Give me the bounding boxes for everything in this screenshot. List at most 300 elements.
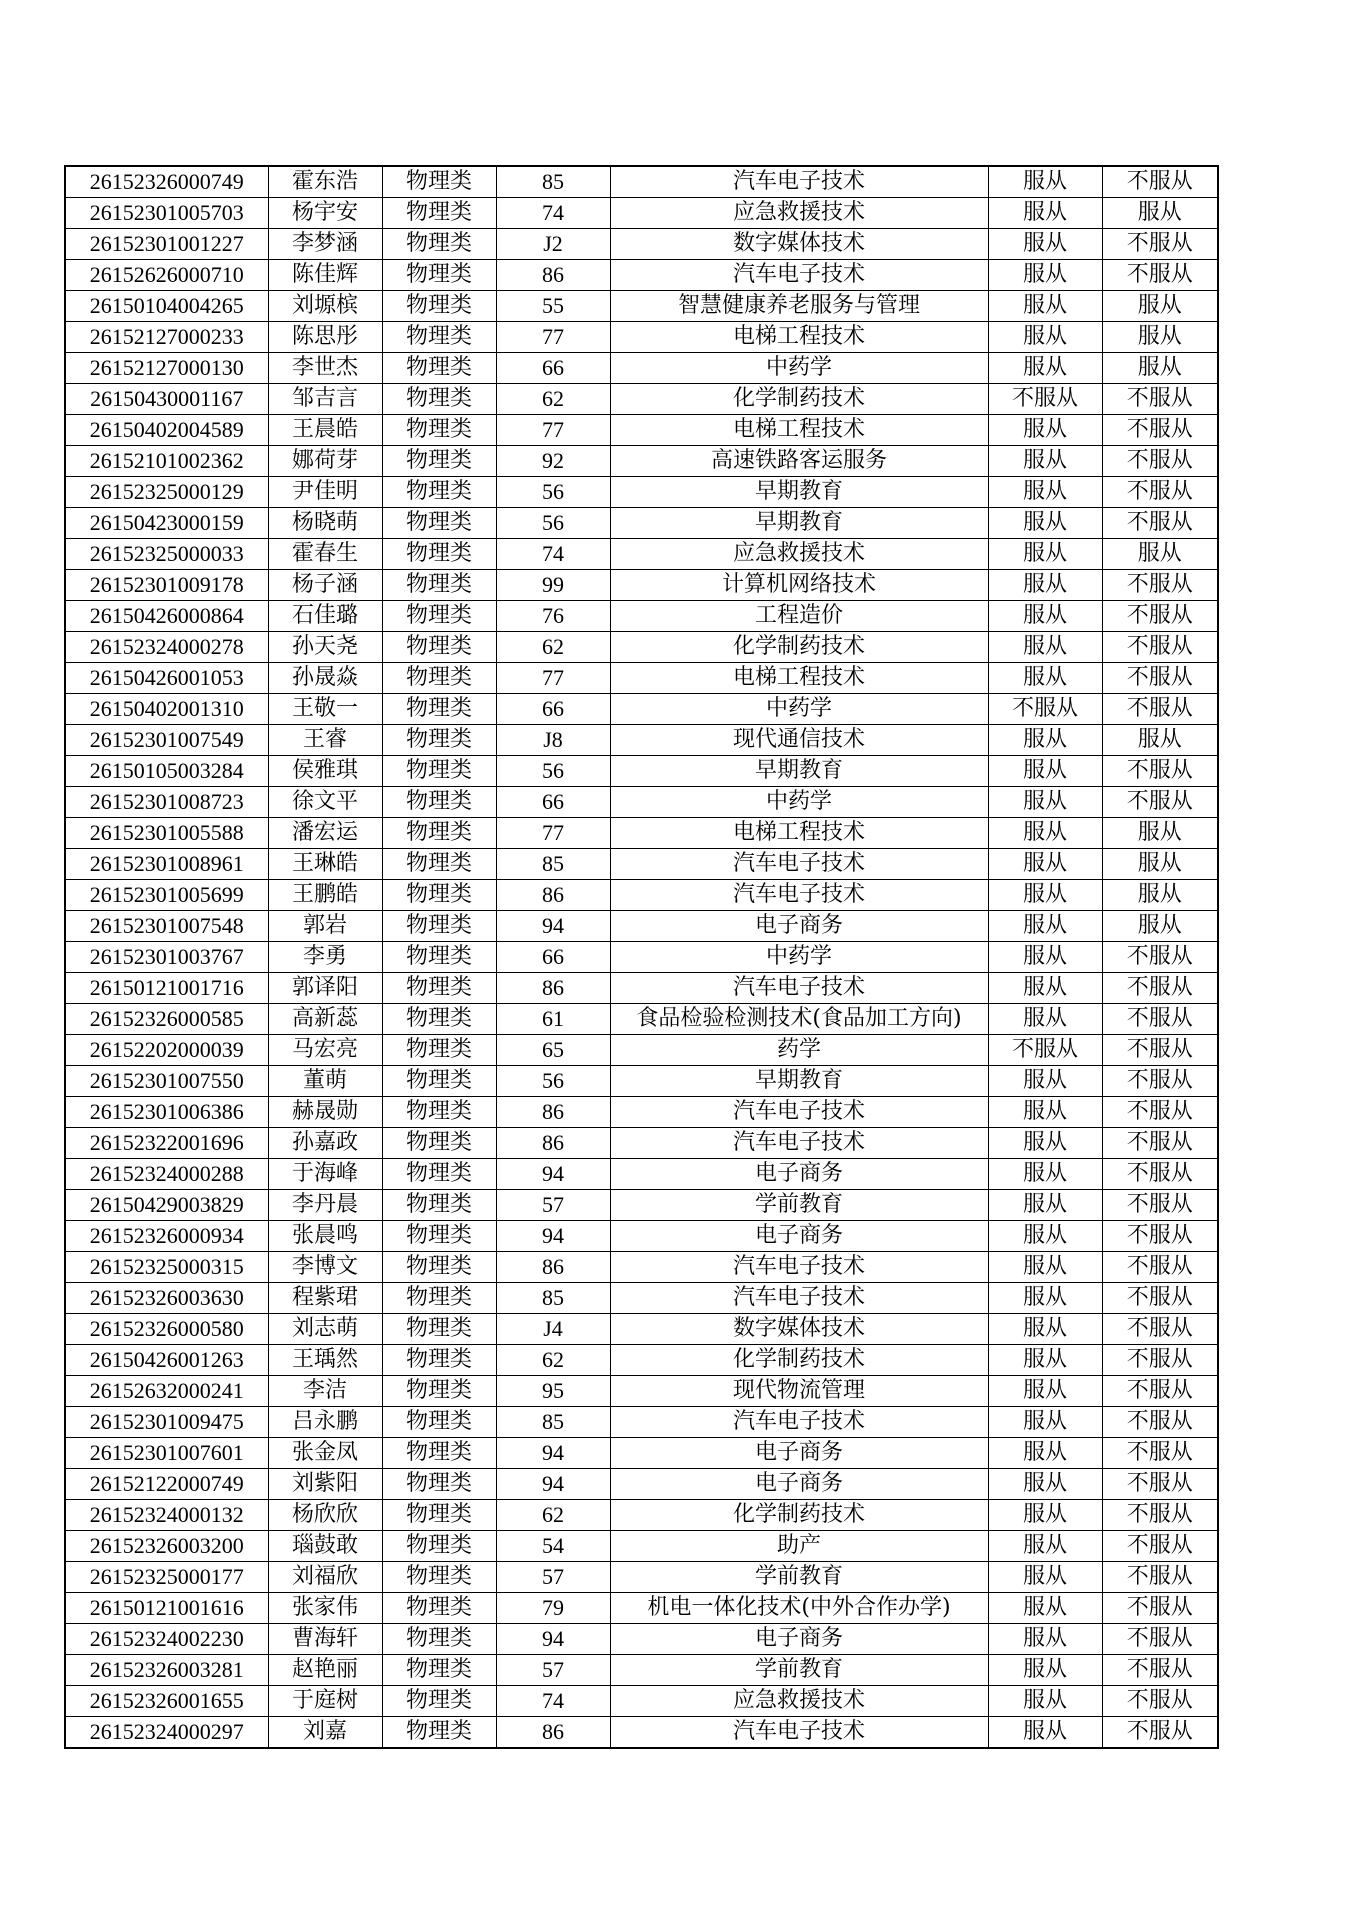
subject-category-cell: 物理类: [382, 1562, 496, 1593]
accept-transfer-cell: 服从: [1102, 725, 1218, 756]
score-cell: 57: [496, 1190, 610, 1221]
score-cell: 85: [496, 1283, 610, 1314]
accept-adjustment-cell: 服从: [988, 446, 1102, 477]
subject-category-cell: 物理类: [382, 260, 496, 291]
table-row: [65, 1252, 1218, 1283]
student-name-cell: 李洁: [268, 1376, 382, 1407]
major-cell: 汽车电子技术: [610, 1128, 988, 1159]
major-cell: 应急救援技术: [610, 539, 988, 570]
accept-adjustment-cell: 服从: [988, 539, 1102, 570]
subject-category-cell: 物理类: [382, 1004, 496, 1035]
score-cell: 94: [496, 1159, 610, 1190]
score-cell: 74: [496, 1686, 610, 1717]
accept-transfer-cell: 服从: [1102, 880, 1218, 911]
student-name-cell: 张金凤: [268, 1438, 382, 1469]
student-name-cell: 孙嘉政: [268, 1128, 382, 1159]
student-name-cell: 李世杰: [268, 353, 382, 384]
table-row: [65, 725, 1218, 756]
student-name-cell: 陈思彤: [268, 322, 382, 353]
major-cell: 电子商务: [610, 911, 988, 942]
accept-transfer-cell: 不服从: [1102, 229, 1218, 260]
major-cell: 数字媒体技术: [610, 1314, 988, 1345]
accept-transfer-cell: 不服从: [1102, 632, 1218, 663]
score-cell: 92: [496, 446, 610, 477]
major-cell: 汽车电子技术: [610, 1407, 988, 1438]
subject-category-cell: 物理类: [382, 1593, 496, 1624]
accept-transfer-cell: 服从: [1102, 291, 1218, 322]
major-cell: 早期教育: [610, 1066, 988, 1097]
table-body: [65, 166, 1218, 1748]
accept-adjustment-cell: 服从: [988, 415, 1102, 446]
score-cell: 77: [496, 818, 610, 849]
accept-adjustment-cell: 服从: [988, 632, 1102, 663]
subject-category-cell: 物理类: [382, 601, 496, 632]
score-cell: 65: [496, 1035, 610, 1066]
score-cell: 57: [496, 1562, 610, 1593]
score-cell: 62: [496, 1500, 610, 1531]
accept-adjustment-cell: 服从: [988, 1531, 1102, 1562]
accept-adjustment-cell: 服从: [988, 322, 1102, 353]
score-cell: 86: [496, 973, 610, 1004]
score-cell: 74: [496, 539, 610, 570]
major-cell: 汽车电子技术: [610, 1283, 988, 1314]
major-cell: 中药学: [610, 353, 988, 384]
accept-adjustment-cell: 服从: [988, 601, 1102, 632]
student-id-cell: 26150429003829: [65, 1190, 268, 1221]
accept-transfer-cell: 不服从: [1102, 1004, 1218, 1035]
student-id-cell: 26152325000033: [65, 539, 268, 570]
major-cell: 电子商务: [610, 1438, 988, 1469]
table-row: [65, 1314, 1218, 1345]
table-row: [65, 198, 1218, 229]
score-cell: 86: [496, 1717, 610, 1749]
accept-transfer-cell: 不服从: [1102, 694, 1218, 725]
accept-transfer-cell: 不服从: [1102, 1593, 1218, 1624]
table-row: [65, 1035, 1218, 1066]
score-cell: 56: [496, 477, 610, 508]
accept-transfer-cell: 不服从: [1102, 446, 1218, 477]
student-id-cell: 26152322001696: [65, 1128, 268, 1159]
student-name-cell: 张家伟: [268, 1593, 382, 1624]
accept-transfer-cell: 服从: [1102, 322, 1218, 353]
table-row: [65, 1283, 1218, 1314]
table-row: [65, 1593, 1218, 1624]
subject-category-cell: 物理类: [382, 663, 496, 694]
subject-category-cell: 物理类: [382, 322, 496, 353]
student-id-cell: 26152301006386: [65, 1097, 268, 1128]
score-cell: 86: [496, 260, 610, 291]
accept-adjustment-cell: 服从: [988, 166, 1102, 198]
student-name-cell: 赫晟勋: [268, 1097, 382, 1128]
accept-adjustment-cell: 服从: [988, 1593, 1102, 1624]
subject-category-cell: 物理类: [382, 1128, 496, 1159]
table-row: [65, 1469, 1218, 1500]
accept-transfer-cell: 不服从: [1102, 1066, 1218, 1097]
accept-adjustment-cell: 不服从: [988, 1035, 1102, 1066]
student-name-cell: 孙天尧: [268, 632, 382, 663]
score-cell: 55: [496, 291, 610, 322]
student-name-cell: 程紫珺: [268, 1283, 382, 1314]
subject-category-cell: 物理类: [382, 1469, 496, 1500]
subject-category-cell: 物理类: [382, 291, 496, 322]
student-name-cell: 娜荷芽: [268, 446, 382, 477]
subject-category-cell: 物理类: [382, 229, 496, 260]
accept-transfer-cell: 服从: [1102, 849, 1218, 880]
student-id-cell: 26152626000710: [65, 260, 268, 291]
score-cell: 85: [496, 166, 610, 198]
accept-adjustment-cell: 服从: [988, 1562, 1102, 1593]
student-id-cell: 26152326000580: [65, 1314, 268, 1345]
accept-adjustment-cell: 服从: [988, 880, 1102, 911]
subject-category-cell: 物理类: [382, 1376, 496, 1407]
subject-category-cell: 物理类: [382, 1252, 496, 1283]
major-cell: 应急救援技术: [610, 1686, 988, 1717]
subject-category-cell: 物理类: [382, 539, 496, 570]
student-id-cell: 26152301008723: [65, 787, 268, 818]
table-row: [65, 322, 1218, 353]
major-cell: 化学制药技术: [610, 384, 988, 415]
subject-category-cell: 物理类: [382, 1035, 496, 1066]
student-name-cell: 王琳皓: [268, 849, 382, 880]
subject-category-cell: 物理类: [382, 632, 496, 663]
accept-transfer-cell: 不服从: [1102, 1159, 1218, 1190]
major-cell: 化学制药技术: [610, 1345, 988, 1376]
major-cell: 现代物流管理: [610, 1376, 988, 1407]
accept-adjustment-cell: 服从: [988, 1376, 1102, 1407]
student-name-cell: 郭译阳: [268, 973, 382, 1004]
student-name-cell: 瑙鼓敢: [268, 1531, 382, 1562]
table-row: [65, 415, 1218, 446]
accept-transfer-cell: 不服从: [1102, 1097, 1218, 1128]
major-cell: 电子商务: [610, 1469, 988, 1500]
subject-category-cell: 物理类: [382, 166, 496, 198]
subject-category-cell: 物理类: [382, 1283, 496, 1314]
score-cell: 54: [496, 1531, 610, 1562]
major-cell: 学前教育: [610, 1190, 988, 1221]
accept-transfer-cell: 不服从: [1102, 1438, 1218, 1469]
student-id-cell: 26150104004265: [65, 291, 268, 322]
accept-adjustment-cell: 服从: [988, 1655, 1102, 1686]
table-row: [65, 1159, 1218, 1190]
major-cell: 汽车电子技术: [610, 973, 988, 1004]
accept-transfer-cell: 不服从: [1102, 1407, 1218, 1438]
accept-adjustment-cell: 服从: [988, 942, 1102, 973]
table-row: [65, 229, 1218, 260]
major-cell: 机电一体化技术(中外合作办学): [610, 1593, 988, 1624]
student-id-cell: 26152122000749: [65, 1469, 268, 1500]
subject-category-cell: 物理类: [382, 1686, 496, 1717]
student-name-cell: 霍东浩: [268, 166, 382, 198]
score-cell: 56: [496, 756, 610, 787]
score-cell: 62: [496, 1345, 610, 1376]
table-row: [65, 1438, 1218, 1469]
accept-transfer-cell: 服从: [1102, 539, 1218, 570]
accept-adjustment-cell: 服从: [988, 973, 1102, 1004]
subject-category-cell: 物理类: [382, 1190, 496, 1221]
table-row: [65, 1345, 1218, 1376]
major-cell: 汽车电子技术: [610, 1097, 988, 1128]
score-cell: 66: [496, 694, 610, 725]
student-id-cell: 26150426001053: [65, 663, 268, 694]
major-cell: 电子商务: [610, 1624, 988, 1655]
major-cell: 学前教育: [610, 1655, 988, 1686]
major-cell: 电梯工程技术: [610, 322, 988, 353]
table-row: [65, 570, 1218, 601]
score-cell: 66: [496, 942, 610, 973]
major-cell: 电梯工程技术: [610, 818, 988, 849]
student-id-cell: 26152324000132: [65, 1500, 268, 1531]
student-name-cell: 吕永鹏: [268, 1407, 382, 1438]
table-row: [65, 942, 1218, 973]
accept-transfer-cell: 不服从: [1102, 942, 1218, 973]
major-cell: 电子商务: [610, 1221, 988, 1252]
subject-category-cell: 物理类: [382, 818, 496, 849]
table-row: [65, 973, 1218, 1004]
student-name-cell: 张晨鸣: [268, 1221, 382, 1252]
accept-adjustment-cell: 服从: [988, 1624, 1102, 1655]
student-name-cell: 杨宇安: [268, 198, 382, 229]
major-cell: 汽车电子技术: [610, 260, 988, 291]
accept-transfer-cell: 不服从: [1102, 1562, 1218, 1593]
student-id-cell: 26152326000934: [65, 1221, 268, 1252]
student-name-cell: 孙晟焱: [268, 663, 382, 694]
subject-category-cell: 物理类: [382, 198, 496, 229]
subject-category-cell: 物理类: [382, 787, 496, 818]
student-id-cell: 26152301005699: [65, 880, 268, 911]
score-cell: J4: [496, 1314, 610, 1345]
accept-transfer-cell: 不服从: [1102, 1345, 1218, 1376]
major-cell: 学前教育: [610, 1562, 988, 1593]
accept-transfer-cell: 不服从: [1102, 1531, 1218, 1562]
subject-category-cell: 物理类: [382, 725, 496, 756]
major-cell: 助产: [610, 1531, 988, 1562]
student-id-cell: 26152202000039: [65, 1035, 268, 1066]
admission-table: [64, 165, 1219, 1749]
student-id-cell: 26152326003281: [65, 1655, 268, 1686]
accept-transfer-cell: 不服从: [1102, 1624, 1218, 1655]
major-cell: 智慧健康养老服务与管理: [610, 291, 988, 322]
table-row: [65, 632, 1218, 663]
major-cell: 中药学: [610, 694, 988, 725]
subject-category-cell: 物理类: [382, 911, 496, 942]
accept-adjustment-cell: 服从: [988, 1500, 1102, 1531]
student-id-cell: 26152326000749: [65, 166, 268, 198]
accept-adjustment-cell: 服从: [988, 477, 1102, 508]
accept-transfer-cell: 不服从: [1102, 973, 1218, 1004]
score-cell: 86: [496, 1252, 610, 1283]
student-name-cell: 于海峰: [268, 1159, 382, 1190]
score-cell: 86: [496, 880, 610, 911]
accept-adjustment-cell: 服从: [988, 1066, 1102, 1097]
accept-transfer-cell: 不服从: [1102, 260, 1218, 291]
table-row: [65, 508, 1218, 539]
student-id-cell: 26150121001616: [65, 1593, 268, 1624]
score-cell: 94: [496, 1469, 610, 1500]
table-row: [65, 1624, 1218, 1655]
table-row: [65, 291, 1218, 322]
student-id-cell: 26150430001167: [65, 384, 268, 415]
student-name-cell: 尹佳明: [268, 477, 382, 508]
student-id-cell: 26152324000278: [65, 632, 268, 663]
student-name-cell: 李梦涵: [268, 229, 382, 260]
accept-transfer-cell: 服从: [1102, 818, 1218, 849]
student-id-cell: 26150426000864: [65, 601, 268, 632]
student-id-cell: 26152326003200: [65, 1531, 268, 1562]
accept-transfer-cell: 不服从: [1102, 756, 1218, 787]
accept-transfer-cell: 不服从: [1102, 415, 1218, 446]
subject-category-cell: 物理类: [382, 756, 496, 787]
score-cell: 56: [496, 508, 610, 539]
accept-transfer-cell: 不服从: [1102, 1469, 1218, 1500]
accept-adjustment-cell: 服从: [988, 508, 1102, 539]
major-cell: 中药学: [610, 787, 988, 818]
table-row: [65, 384, 1218, 415]
accept-adjustment-cell: 服从: [988, 1159, 1102, 1190]
student-name-cell: 刘嘉: [268, 1717, 382, 1749]
score-cell: 77: [496, 322, 610, 353]
student-id-cell: 26150402004589: [65, 415, 268, 446]
accept-transfer-cell: 不服从: [1102, 601, 1218, 632]
subject-category-cell: 物理类: [382, 508, 496, 539]
student-name-cell: 杨欣欣: [268, 1500, 382, 1531]
score-cell: 76: [496, 601, 610, 632]
score-cell: J8: [496, 725, 610, 756]
accept-adjustment-cell: 服从: [988, 663, 1102, 694]
accept-transfer-cell: 服从: [1102, 353, 1218, 384]
accept-adjustment-cell: 服从: [988, 260, 1102, 291]
student-id-cell: 26150426001263: [65, 1345, 268, 1376]
major-cell: 汽车电子技术: [610, 1252, 988, 1283]
score-cell: 61: [496, 1004, 610, 1035]
table-row: [65, 1190, 1218, 1221]
score-cell: 85: [496, 1407, 610, 1438]
accept-adjustment-cell: 服从: [988, 1190, 1102, 1221]
subject-category-cell: 物理类: [382, 1438, 496, 1469]
major-cell: 早期教育: [610, 756, 988, 787]
major-cell: 汽车电子技术: [610, 849, 988, 880]
score-cell: 86: [496, 1097, 610, 1128]
major-cell: 工程造价: [610, 601, 988, 632]
student-name-cell: 王鹏皓: [268, 880, 382, 911]
student-id-cell: 26150423000159: [65, 508, 268, 539]
student-id-cell: 26152301007550: [65, 1066, 268, 1097]
major-cell: 中药学: [610, 942, 988, 973]
accept-adjustment-cell: 不服从: [988, 694, 1102, 725]
major-cell: 药学: [610, 1035, 988, 1066]
student-name-cell: 刘福欣: [268, 1562, 382, 1593]
student-id-cell: 26152325000315: [65, 1252, 268, 1283]
table-row: [65, 166, 1218, 198]
student-name-cell: 董萌: [268, 1066, 382, 1097]
subject-category-cell: 物理类: [382, 1159, 496, 1190]
accept-transfer-cell: 不服从: [1102, 1717, 1218, 1749]
student-name-cell: 高新蕊: [268, 1004, 382, 1035]
major-cell: 化学制药技术: [610, 1500, 988, 1531]
student-name-cell: 李丹晨: [268, 1190, 382, 1221]
accept-transfer-cell: 不服从: [1102, 1128, 1218, 1159]
accept-adjustment-cell: 服从: [988, 1314, 1102, 1345]
table-row: [65, 353, 1218, 384]
subject-category-cell: 物理类: [382, 1717, 496, 1749]
table-row: [65, 539, 1218, 570]
major-cell: 应急救援技术: [610, 198, 988, 229]
student-id-cell: 26152301007601: [65, 1438, 268, 1469]
student-name-cell: 王晨皓: [268, 415, 382, 446]
student-name-cell: 王敬一: [268, 694, 382, 725]
accept-adjustment-cell: 服从: [988, 787, 1102, 818]
subject-category-cell: 物理类: [382, 570, 496, 601]
student-name-cell: 曹海轩: [268, 1624, 382, 1655]
student-name-cell: 刘志萌: [268, 1314, 382, 1345]
table-row: [65, 1221, 1218, 1252]
accept-transfer-cell: 不服从: [1102, 1252, 1218, 1283]
accept-adjustment-cell: 不服从: [988, 384, 1102, 415]
accept-transfer-cell: 不服从: [1102, 570, 1218, 601]
student-id-cell: 26152326003630: [65, 1283, 268, 1314]
subject-category-cell: 物理类: [382, 477, 496, 508]
table-row: [65, 663, 1218, 694]
accept-adjustment-cell: 服从: [988, 1221, 1102, 1252]
major-cell: 汽车电子技术: [610, 1717, 988, 1749]
table-row: [65, 756, 1218, 787]
score-cell: 85: [496, 849, 610, 880]
student-id-cell: 26150402001310: [65, 694, 268, 725]
table-row: [65, 880, 1218, 911]
subject-category-cell: 物理类: [382, 1407, 496, 1438]
accept-transfer-cell: 不服从: [1102, 1376, 1218, 1407]
accept-transfer-cell: 不服从: [1102, 508, 1218, 539]
student-id-cell: 26152301005588: [65, 818, 268, 849]
accept-adjustment-cell: 服从: [988, 911, 1102, 942]
student-id-cell: 26152324000288: [65, 1159, 268, 1190]
score-cell: 77: [496, 663, 610, 694]
major-cell: 食品检验检测技术(食品加工方向): [610, 1004, 988, 1035]
student-id-cell: 26152632000241: [65, 1376, 268, 1407]
accept-adjustment-cell: 服从: [988, 818, 1102, 849]
score-cell: 56: [496, 1066, 610, 1097]
table-row: [65, 818, 1218, 849]
student-name-cell: 陈佳辉: [268, 260, 382, 291]
student-name-cell: 徐文平: [268, 787, 382, 818]
subject-category-cell: 物理类: [382, 353, 496, 384]
student-name-cell: 于庭树: [268, 1686, 382, 1717]
table-row: [65, 1655, 1218, 1686]
student-name-cell: 刘紫阳: [268, 1469, 382, 1500]
major-cell: 数字媒体技术: [610, 229, 988, 260]
accept-adjustment-cell: 服从: [988, 1004, 1102, 1035]
score-cell: 62: [496, 384, 610, 415]
table-row: [65, 1531, 1218, 1562]
student-id-cell: 26152127000233: [65, 322, 268, 353]
accept-adjustment-cell: 服从: [988, 291, 1102, 322]
subject-category-cell: 物理类: [382, 942, 496, 973]
table-row: [65, 1376, 1218, 1407]
accept-adjustment-cell: 服从: [988, 1128, 1102, 1159]
accept-transfer-cell: 不服从: [1102, 1283, 1218, 1314]
student-id-cell: 26152324002230: [65, 1624, 268, 1655]
table-row: [65, 477, 1218, 508]
accept-adjustment-cell: 服从: [988, 1438, 1102, 1469]
accept-transfer-cell: 不服从: [1102, 1314, 1218, 1345]
subject-category-cell: 物理类: [382, 973, 496, 1004]
subject-category-cell: 物理类: [382, 1531, 496, 1562]
student-name-cell: 郭岩: [268, 911, 382, 942]
major-cell: 汽车电子技术: [610, 880, 988, 911]
score-cell: 77: [496, 415, 610, 446]
subject-category-cell: 物理类: [382, 880, 496, 911]
table-row: [65, 1066, 1218, 1097]
score-cell: 79: [496, 1593, 610, 1624]
